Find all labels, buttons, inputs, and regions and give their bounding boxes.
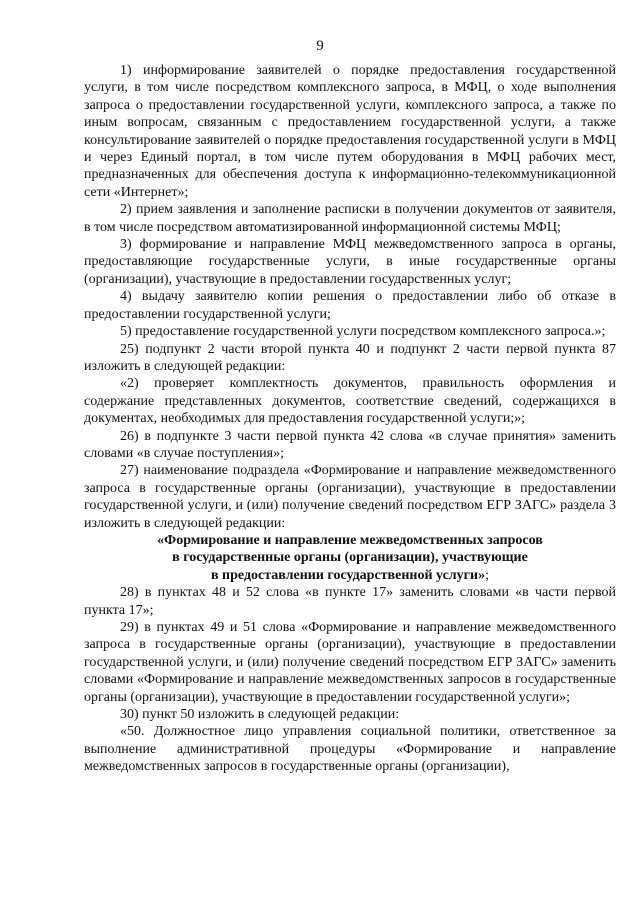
paragraph-item-4: 4) выдачу заявителю копии решения о предоставлении либо об отказе в предоставлении государственной услуги; [84, 289, 616, 322]
paragraph-item-29: 29) в пунктах 49 и 51 слова «Формирование и направление межведомственного запроса в государственные органы (организации), участвующие в предоставлении государственной услуги, и (или) получение сведений посредством ЕГР ЗАГС» заменить словами «Формирование и направление межведомственных запросов в государственные органы (организации), участвующие в предоставлении государственной услуги»; [84, 620, 616, 705]
heading-tail: ; [485, 567, 489, 583]
paragraph-quote-50: «50. Должностное лицо управления социальной политики, ответственное за выполнение административной процедуры «Формирование и направление межведомственных запросов в государственные органы (организации), [84, 724, 616, 775]
heading-line-2: в государственные органы (организации), участвующие [172, 550, 528, 566]
paragraph-item-27: 27) наименование подраздела «Формирование и направление межведомственного запроса в государственные органы (организации), участвующие в предоставлении государственной услуги, и (или) получение сведений посредством ЕГР ЗАГС» раздела 3 изложить в следующей редакции: [84, 463, 616, 531]
page-number: 9 [316, 38, 324, 54]
subsection-heading [84, 532, 616, 584]
paragraph-item-2: 2) прием заявления и заполнение расписки в получении документов от заявителя, в том числе посредством автоматизированной информационной системы МФЦ; [84, 202, 616, 235]
document-body [84, 62, 616, 776]
paragraph-item-26: 26) в подпункте 3 части первой пункта 42 слова «в случае принятия» заменить словами «в случае поступления»; [84, 428, 616, 461]
paragraph-item-1: 1) информирование заявителей о порядке предоставления государственной услуги, в том числе посредством комплексного запроса, в МФЦ, о ходе выполнения запроса о предоставлении государственной услуги, комплексного запроса, а также по иным вопросам, связанным с предоставлением государственной услуги, а также консультирование заявителей о порядке предоставления государственной услуги в МФЦ и через Единый портал, в том числе путем оборудования в МФЦ рабочих мест, предназначенных для обеспечения доступа к информационно-телекоммуникационной сети «Интернет»; [84, 63, 616, 200]
paragraph-item-25: 25) подпункт 2 части второй пункта 40 и подпункт 2 части первой пункта 87 изложить в следующей редакции: [84, 341, 616, 374]
heading-line-3 [84, 567, 616, 584]
paragraph-item-28: 28) в пунктах 48 и 52 слова «в пункте 17» заменить словами «в части первой пункта 17»; [84, 585, 616, 618]
paragraph-quote-2: «2) проверяет комплектность документов, правильность оформления и содержание представленных документов, соответствие сведений, содержащихся в документах, необходимых для предоставления государственной услуги;»; [84, 376, 616, 427]
paragraph-item-3: 3) формирование и направление МФЦ межведомственного запроса в органы, предоставляющие государственные услуги, в иные государственные органы (организации), участвующие в предоставлении государственных услуг; [84, 237, 616, 287]
heading-line-1: «Формирование и направление межведомственных запросов [157, 532, 543, 548]
paragraph-item-30: 30) пункт 50 изложить в следующей редакции: [120, 707, 400, 723]
paragraph-item-5: 5) предоставление государственной услуги посредством комплексного запроса.»; [120, 324, 606, 340]
heading-line-3-text: в предоставлении государственной услуги» [211, 567, 486, 583]
